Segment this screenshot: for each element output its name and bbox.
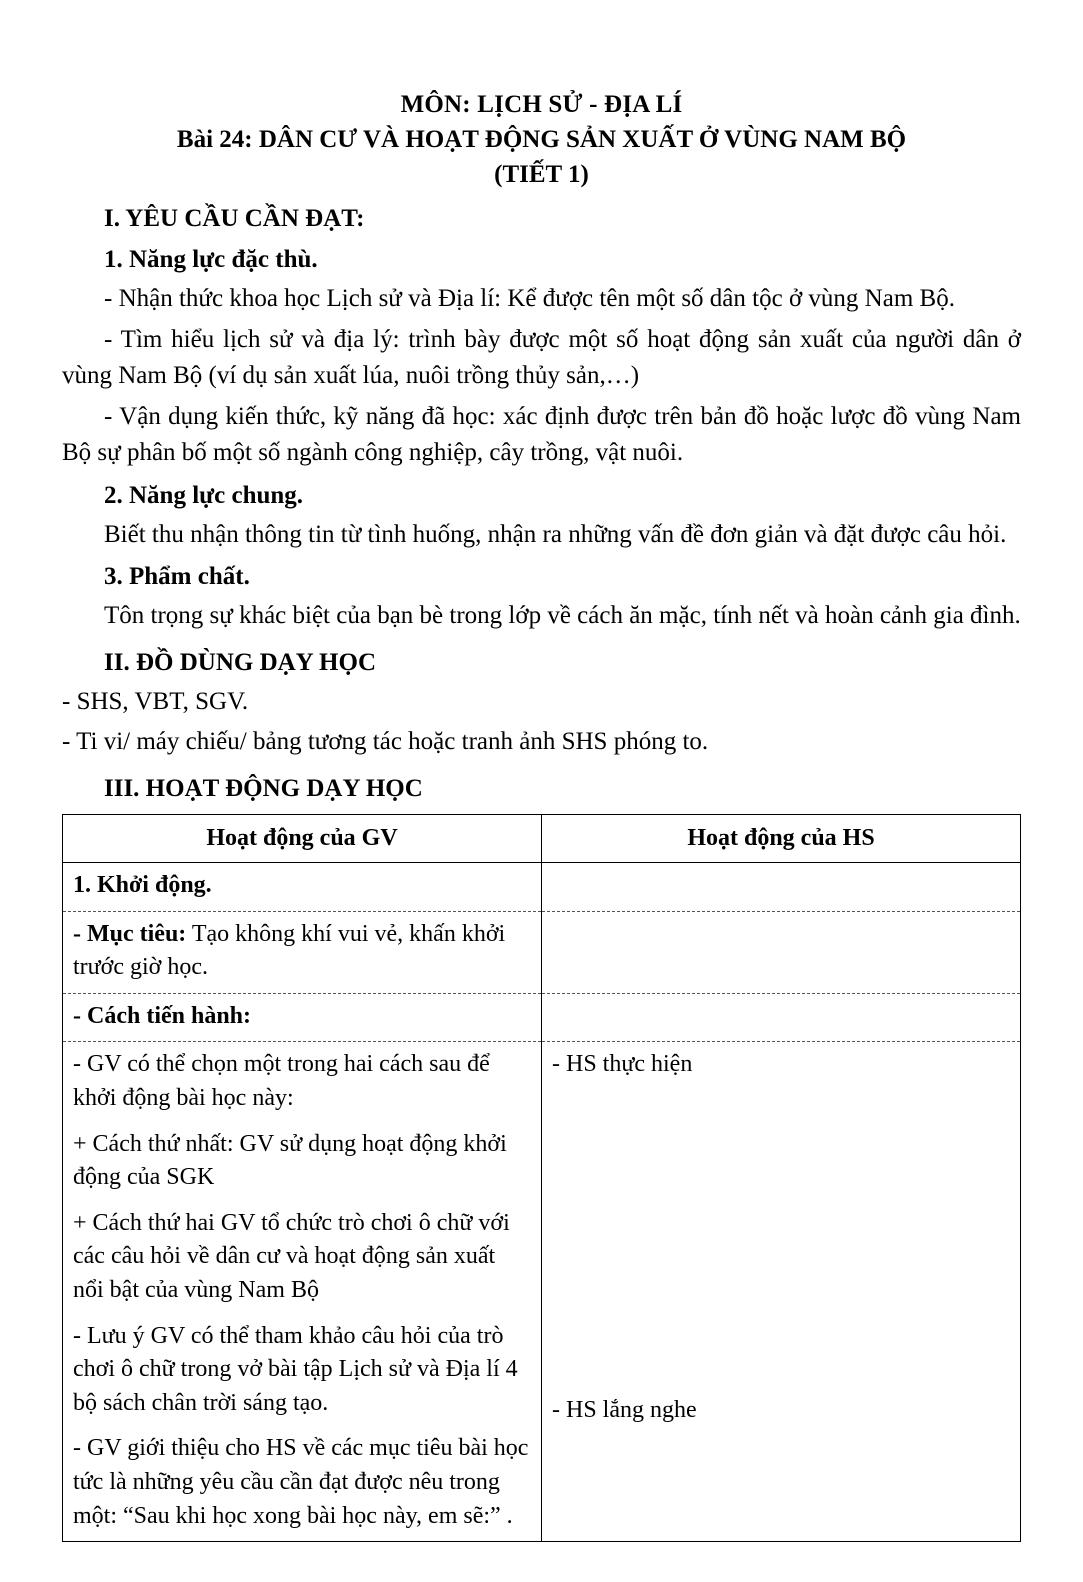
table-row: [63, 1042, 1021, 1542]
gv-step-1: - GV có thể chọn một trong hai cách sau để khởi động bài học này:: [73, 1051, 490, 1112]
gv-step-5: - GV giới thiệu cho HS về các mục tiêu bài học tức là những yêu cầu cần đạt được nêu trong một: “Sau khi học xong bài học này, em sẽ:” .: [73, 1435, 529, 1529]
specific-competence-item-3: - Vận dụng kiến thức, kỹ năng đã học: xác định được trên bản đồ hoặc lược đồ vùng Nam Bộ sự phân bố một số ngành công nghiệp, cây trồng, vật nuôi.: [62, 402, 1021, 466]
activity-table-body: [63, 863, 1021, 1542]
materials-item-2: - Ti vi/ máy chiếu/ bảng tương tác hoặc tranh ảnh SHS phóng to.: [62, 728, 709, 755]
heading-quality: 3. Phẩm chất.: [104, 563, 250, 590]
row-warmup-title: 1. Khởi động.: [63, 863, 542, 912]
hs-response-2: - HS lắng nghe: [552, 1397, 697, 1424]
subject-line: MÔN: LỊCH SỬ - ĐỊA LÍ: [400, 91, 683, 118]
table-row: [63, 863, 1021, 912]
row-procedure-hs: [542, 993, 1021, 1042]
row-objective: [63, 911, 542, 993]
quality-text: Tôn trọng sự khác biệt của bạn bè trong lớp về cách ăn mặc, tính nết và hoàn cảnh gia đình.: [104, 602, 1021, 629]
gv-step-4: - Lưu ý GV có thể tham khảo câu hỏi của trò chơi ô chữ trong vở bài tập Lịch sử và Địa lí 4 bộ sách chân trời sáng tạo.: [73, 1322, 518, 1416]
row-procedure: - Cách tiến hành:: [63, 993, 542, 1042]
column-header-gv: Hoạt động của GV: [63, 814, 542, 863]
gv-step-2: + Cách thứ nhất: GV sử dụng hoạt động khởi động của SGK: [73, 1130, 507, 1191]
hs-cell-spacer: [552, 1094, 1010, 1394]
heading-materials: II. ĐỒ DÙNG DẠY HỌC: [104, 648, 376, 676]
materials-item-1: - SHS, VBT, SGV.: [62, 687, 249, 715]
row-content-hs: [542, 1042, 1021, 1542]
hs-response-1: - HS thực hiện: [552, 1051, 693, 1078]
session-label: (TIẾT 1): [494, 161, 589, 188]
general-competence-text: Biết thu nhận thông tin từ tình huống, nhận ra những vấn đề đơn giản và đặt được câu hỏi.: [104, 520, 1007, 548]
activity-table: [62, 814, 1021, 1543]
column-header-hs: Hoạt động của HS: [542, 814, 1021, 863]
heading-specific-competence: 1. Năng lực đặc thù.: [104, 246, 318, 273]
row-objective-hs: [542, 911, 1021, 993]
row-objective-label: - Mục tiêu:: [73, 920, 187, 947]
heading-activities: III. HOẠT ĐỘNG DẠY HỌC: [104, 774, 423, 802]
heading-requirements: I. YÊU CẦU CẦN ĐẠT:: [104, 205, 365, 232]
row-objective-text: Tạo không khí vui vẻ, khấn khởi trước giờ học.: [73, 920, 506, 981]
specific-competence-item-1: - Nhận thức khoa học Lịch sử và Địa lí: Kể được tên một số dân tộc ở vùng Nam Bộ.: [104, 285, 955, 312]
title-block: [62, 88, 1021, 191]
gv-step-3: + Cách thứ hai GV tổ chức trò chơi ô chữ với các câu hỏi về dân cư và hoạt động sản xuất nổi bật của vùng Nam Bộ: [73, 1209, 510, 1304]
row-content-gv: [63, 1042, 542, 1542]
table-header-row: [63, 814, 1021, 863]
specific-competence-item-2: - Tìm hiểu lịch sử và địa lý: trình bày được một số hoạt động sản xuất của người dân ở vùng Nam Bộ (ví dụ sản xuất lúa, nuôi trồng thủy sản,…): [62, 325, 1021, 389]
heading-general-competence: 2. Năng lực chung.: [104, 481, 304, 509]
activity-table-head: [63, 814, 1021, 863]
table-row: [63, 911, 1021, 993]
table-row: [63, 993, 1021, 1042]
lesson-title: Bài 24: DÂN CƯ VÀ HOẠT ĐỘNG SẢN XUẤT Ở VÙNG NAM BỘ: [176, 126, 907, 153]
row-warmup-title-hs: [542, 863, 1021, 912]
